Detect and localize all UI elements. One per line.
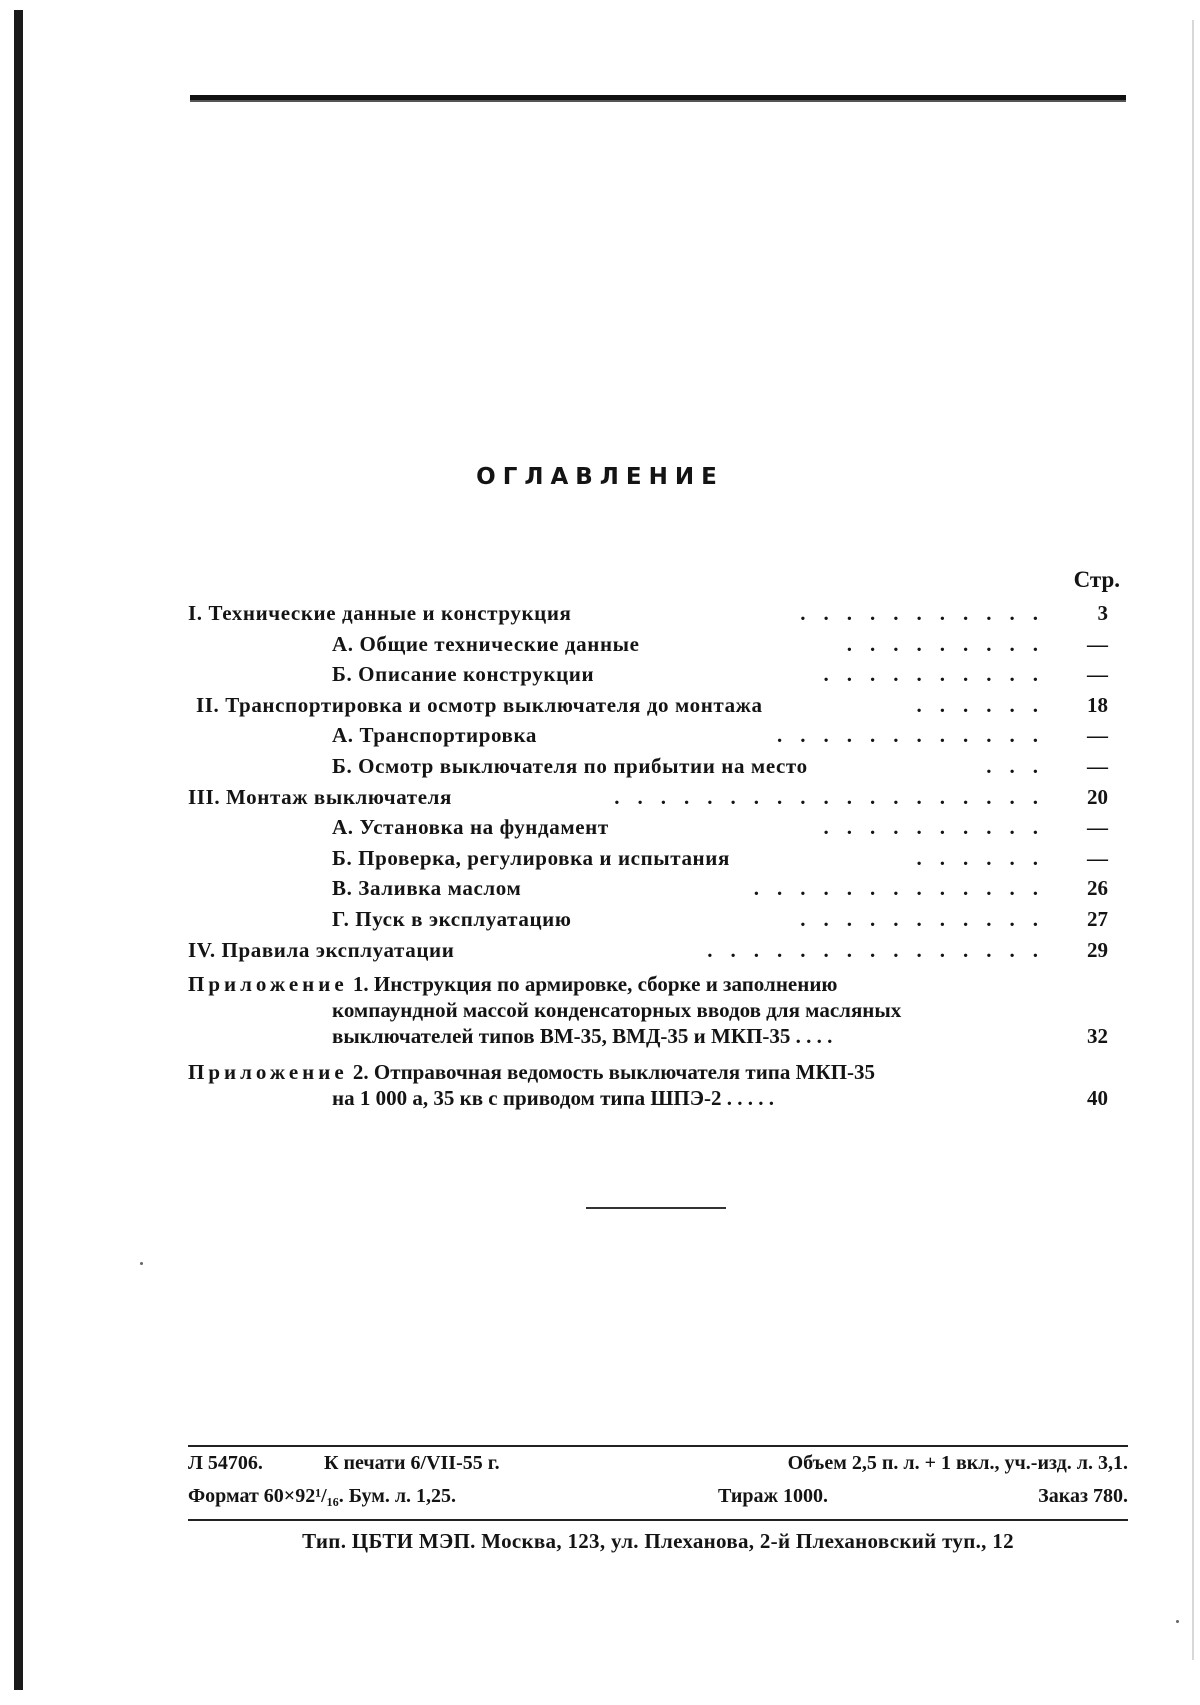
imprint-circulation: Тираж 1000.: [718, 1485, 828, 1507]
dot-leader: ..........: [823, 662, 1056, 687]
toc-entry-page: —: [1087, 631, 1108, 656]
toc-entry-page: —: [1087, 753, 1108, 778]
dot-leader: .............: [753, 876, 1056, 901]
toc-entry-page: —: [1087, 723, 1108, 748]
toc-entry-appendix-1: [188, 971, 1108, 1049]
toc-entry-page: 27: [1087, 906, 1108, 931]
scan-speck: [140, 1262, 143, 1265]
appendix-prefix: Приложение: [188, 1060, 348, 1085]
toc-entry-page: —: [1087, 845, 1108, 870]
imprint-order: Заказ 780.: [1038, 1485, 1128, 1507]
imprint-printer: Тип. ЦБТИ МЭП. Москва, 123, ул. Плеханова, 2-й Плехановский туп., 12: [188, 1519, 1128, 1554]
appendix-prefix: Приложение: [188, 972, 348, 997]
toc-entry-section-4: [188, 935, 1108, 966]
imprint-block: [188, 1445, 1128, 1554]
toc-entry-section-1: [188, 598, 1108, 629]
dot-leader: ...........: [800, 601, 1056, 625]
toc-entry-page: 32: [1087, 1024, 1108, 1049]
toc-entry-label: В. Заливка маслом: [332, 876, 522, 901]
toc-entry-section-3c: [188, 873, 1108, 904]
appendix-line: 2. Отправочная ведомость выключателя типа МКП-35: [352, 1060, 876, 1085]
toc-entry-section-3: [188, 782, 1108, 813]
toc-entry-section-2: [188, 690, 1108, 721]
toc-entry-label: IV. Правила эксплуатации: [188, 937, 455, 962]
imprint-format: Формат 60×92¹/₁₆. Бум. л. 1,25.: [188, 1485, 457, 1507]
dot-leader: ......: [916, 845, 1056, 870]
section-divider: [586, 1207, 726, 1209]
imprint-volume: Объем 2,5 п. л. + 1 вкл., уч.-изд. л. 3,1.: [787, 1452, 1128, 1474]
imprint-print-date: К печати 6/VII-55 г.: [324, 1452, 500, 1474]
toc-entry-label: А. Установка на фундамент: [332, 815, 609, 840]
scan-edge-right: [1192, 20, 1194, 1660]
dot-leader: .........: [846, 631, 1056, 656]
toc-entry-section-3d: [188, 904, 1108, 935]
toc-entry-section-3a: [188, 812, 1108, 843]
toc-entry-label: I. Технические данные и конструкция: [188, 601, 572, 625]
dot-leader: ...................: [614, 784, 1056, 809]
toc-entry-section-3b: [188, 843, 1108, 874]
toc-entry-page: 18: [1087, 692, 1108, 717]
toc-entry-section-2b: [188, 751, 1108, 782]
toc-heading: ОГЛАВЛЕНИЕ: [476, 464, 724, 490]
toc-entry-label: Г. Пуск в эксплуатацию: [332, 906, 572, 931]
toc-entry-appendix-2: [188, 1059, 1108, 1111]
toc-entry-label: А. Транспортировка: [332, 723, 537, 748]
appendix-line: выключателей типов ВМ-35, ВМД-35 и МКП-35 . . . .: [332, 1024, 833, 1049]
toc-entry-label: А. Общие технические данные: [332, 631, 640, 656]
toc-entry-label: Б. Описание конструкции: [332, 662, 595, 687]
dot-leader: ...: [986, 753, 1056, 778]
dot-leader: ............: [777, 723, 1056, 748]
dot-leader: ...............: [707, 937, 1056, 962]
toc-entry-page: —: [1087, 815, 1108, 840]
toc-entry-label: Б. Проверка, регулировка и испытания: [332, 845, 730, 870]
dot-leader: ..........: [823, 815, 1056, 840]
imprint-license: Л 54706.: [188, 1452, 263, 1474]
toc-entry-page: 20: [1087, 784, 1108, 809]
appendix-line: компаундной массой конденсаторных вводов для масляных: [332, 998, 902, 1023]
toc-entry-section-2a: [188, 720, 1108, 751]
toc-entry-page: 26: [1087, 876, 1108, 901]
appendix-line: на 1 000 а, 35 кв с приводом типа ШПЭ-2 . . . . .: [332, 1086, 775, 1111]
toc-entry-page: 29: [1087, 937, 1108, 962]
toc-entry-page: —: [1087, 662, 1108, 687]
toc-entry-label: Б. Осмотр выключателя по прибытии на место: [332, 753, 808, 778]
dot-leader: ......: [916, 692, 1056, 717]
toc-entry-page: 3: [1097, 601, 1108, 625]
scan-edge-left: [14, 10, 23, 1690]
toc-entry-label: II. Транспортировка и осмотр выключателя до монтажа: [196, 692, 763, 717]
appendix-line: 1. Инструкция по армировке, сборке и заполнению: [352, 972, 838, 997]
scan-speck: [1176, 1620, 1179, 1623]
page-column-label: Стр.: [1073, 567, 1120, 592]
toc-entry-section-1a: [188, 629, 1108, 660]
toc-entry-page: 40: [1087, 1086, 1108, 1111]
toc-entry-label: III. Монтаж выключателя: [188, 784, 452, 809]
dot-leader: ...........: [800, 906, 1056, 931]
top-rule: [190, 95, 1126, 102]
toc-entry-section-1b: [188, 659, 1108, 690]
table-of-contents: [188, 598, 1108, 1111]
